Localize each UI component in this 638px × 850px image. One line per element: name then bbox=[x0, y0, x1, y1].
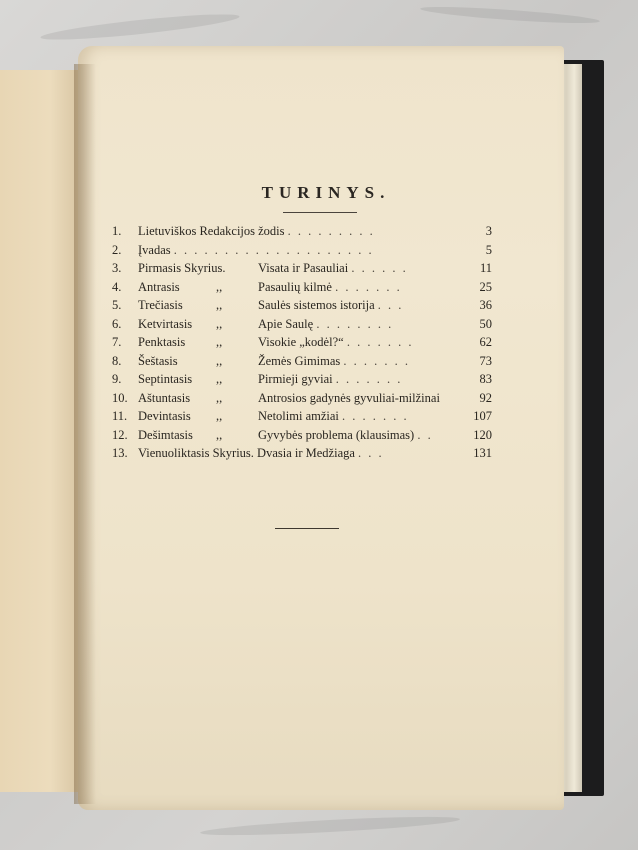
chapter-name: Penktasis bbox=[138, 335, 186, 349]
chapter-subtitle-text: Apie Saulę bbox=[258, 316, 314, 331]
entry-number: 3. bbox=[112, 261, 122, 275]
chapter-subtitle-text: Žemės Gimimas bbox=[258, 353, 341, 368]
entry-page: 62 bbox=[479, 335, 492, 349]
leader-dots: . . . . . . . . bbox=[316, 316, 394, 331]
chapter-name: Dešimtasis bbox=[138, 427, 193, 442]
entry-number: 11. bbox=[112, 409, 128, 423]
chapter-subtitle-text: Saulės sistemos istorija bbox=[258, 298, 375, 312]
leader-dots: . . . . . . . bbox=[343, 353, 411, 368]
left-page bbox=[0, 70, 84, 792]
chapter-name: Devintasis bbox=[138, 409, 191, 423]
ditto-mark: ,, bbox=[216, 279, 223, 294]
entry-number: 1. bbox=[112, 224, 122, 238]
chapter-subtitle bbox=[258, 280, 402, 295]
entry-title bbox=[138, 446, 384, 461]
entry-page: 11 bbox=[479, 261, 492, 275]
toc-entry bbox=[112, 280, 492, 299]
leader-dots: . . . . . . . . . bbox=[287, 224, 375, 238]
chapter-name: Septintasis bbox=[138, 372, 193, 386]
toc-entry bbox=[112, 409, 492, 428]
chapter-name: Aštuntasis bbox=[138, 390, 191, 405]
entry-page: 107 bbox=[473, 409, 492, 423]
ditto-mark: ,, bbox=[216, 409, 223, 423]
toc-entry bbox=[112, 317, 492, 336]
toc-entry bbox=[112, 372, 492, 391]
toc-entry bbox=[112, 428, 492, 447]
chapter-subtitle bbox=[258, 354, 410, 369]
entry-number: 9. bbox=[112, 372, 122, 386]
chapter-subtitle bbox=[258, 409, 409, 424]
ditto-mark: ,, bbox=[216, 335, 223, 349]
chapter-subtitle-text: Pasaulių kilmė bbox=[258, 279, 332, 294]
entry-page: 36 bbox=[479, 298, 492, 312]
entry-number: 5. bbox=[112, 298, 122, 312]
entry-number: 2. bbox=[112, 242, 122, 257]
chapter-subtitle-text: Gyvybės problema (klausimas) bbox=[258, 427, 415, 442]
leader-dots: . . . . . . . . . . . . . . . . . . . . bbox=[173, 242, 374, 257]
chapter-subtitle bbox=[258, 261, 408, 276]
entry-number: 6. bbox=[112, 316, 122, 331]
toc-entry bbox=[112, 224, 492, 243]
toc-entry bbox=[112, 391, 492, 410]
chapter-subtitle-text: Antrosios gadynės gyvuliai-milžinai bbox=[258, 390, 440, 405]
closing-rule bbox=[275, 528, 339, 529]
ditto-mark: ,, bbox=[216, 390, 223, 405]
chapter-subtitle-text: Visokie „kodėl?“ bbox=[258, 335, 344, 349]
marble-vein bbox=[40, 10, 240, 45]
entry-page: 50 bbox=[479, 316, 492, 331]
chapter-subtitle-text: Pirmieji gyviai bbox=[258, 372, 333, 386]
marble-vein bbox=[200, 813, 460, 839]
toc-entry bbox=[112, 298, 492, 317]
entry-page: 5 bbox=[485, 242, 492, 257]
entry-page: 92 bbox=[479, 390, 492, 405]
book-gutter bbox=[74, 64, 96, 804]
chapter-subtitle bbox=[258, 428, 433, 443]
entry-page: 120 bbox=[473, 427, 492, 442]
leader-dots: . . . . . . . bbox=[335, 279, 402, 294]
entry-number: 4. bbox=[112, 279, 122, 294]
chapter-name: Antrasis bbox=[138, 279, 180, 294]
leader-dots: . . . . . . bbox=[351, 261, 408, 275]
entry-number: 12. bbox=[112, 427, 128, 442]
table-of-contents bbox=[112, 224, 492, 465]
chapter-name: Šeštasis bbox=[138, 353, 178, 368]
entry-title bbox=[138, 224, 375, 239]
toc-entry bbox=[112, 243, 492, 262]
toc-entry bbox=[112, 261, 492, 280]
chapter-name: Pirmasis Skyrius. bbox=[138, 261, 226, 275]
heading-rule bbox=[283, 212, 357, 213]
chapter-subtitle bbox=[258, 298, 403, 313]
leader-dots: . . . . . . . bbox=[342, 409, 409, 423]
chapter-name: Trečiasis bbox=[138, 298, 183, 312]
entry-title-text: Įvadas bbox=[138, 242, 171, 257]
ditto-mark: ,, bbox=[216, 298, 223, 312]
leader-dots: . . bbox=[417, 427, 433, 442]
entry-page: 73 bbox=[479, 353, 492, 368]
chapter-subtitle bbox=[258, 391, 440, 406]
toc-entry bbox=[112, 335, 492, 354]
marble-vein bbox=[420, 4, 600, 27]
ditto-mark: ,, bbox=[216, 353, 223, 368]
entry-number: 7. bbox=[112, 335, 122, 349]
leader-dots: . . . bbox=[358, 446, 384, 460]
leader-dots: . . . . . . . bbox=[346, 335, 414, 349]
chapter-subtitle bbox=[258, 335, 413, 350]
chapter-subtitle bbox=[258, 372, 402, 387]
toc-entry bbox=[112, 446, 492, 465]
entry-title-text: Vienuoliktasis Skyrius. Dvasia ir Medžiaga bbox=[138, 446, 355, 460]
chapter-subtitle-text: Visata ir Pasauliai bbox=[258, 261, 349, 275]
entry-title-text: Lietuviškos Redakcijos žodis bbox=[138, 224, 285, 238]
entry-page: 83 bbox=[479, 372, 492, 386]
entry-number: 10. bbox=[112, 390, 128, 405]
toc-entry bbox=[112, 354, 492, 373]
entry-page: 3 bbox=[485, 224, 492, 238]
entry-page: 25 bbox=[479, 279, 492, 294]
toc-heading: TURINYS. bbox=[261, 183, 391, 202]
entry-number: 13. bbox=[112, 446, 128, 460]
ditto-mark: ,, bbox=[216, 427, 223, 442]
entry-title bbox=[138, 243, 374, 258]
leader-dots: . . . bbox=[377, 298, 404, 312]
leader-dots: . . . . . . . bbox=[335, 372, 403, 386]
ditto-mark: ,, bbox=[216, 316, 223, 331]
entry-page: 131 bbox=[473, 446, 492, 460]
chapter-name: Ketvirtasis bbox=[138, 316, 193, 331]
ditto-mark: ,, bbox=[216, 372, 223, 386]
chapter-subtitle-text: Netolimi amžiai bbox=[258, 409, 339, 423]
chapter-subtitle bbox=[258, 317, 393, 332]
entry-number: 8. bbox=[112, 353, 122, 368]
